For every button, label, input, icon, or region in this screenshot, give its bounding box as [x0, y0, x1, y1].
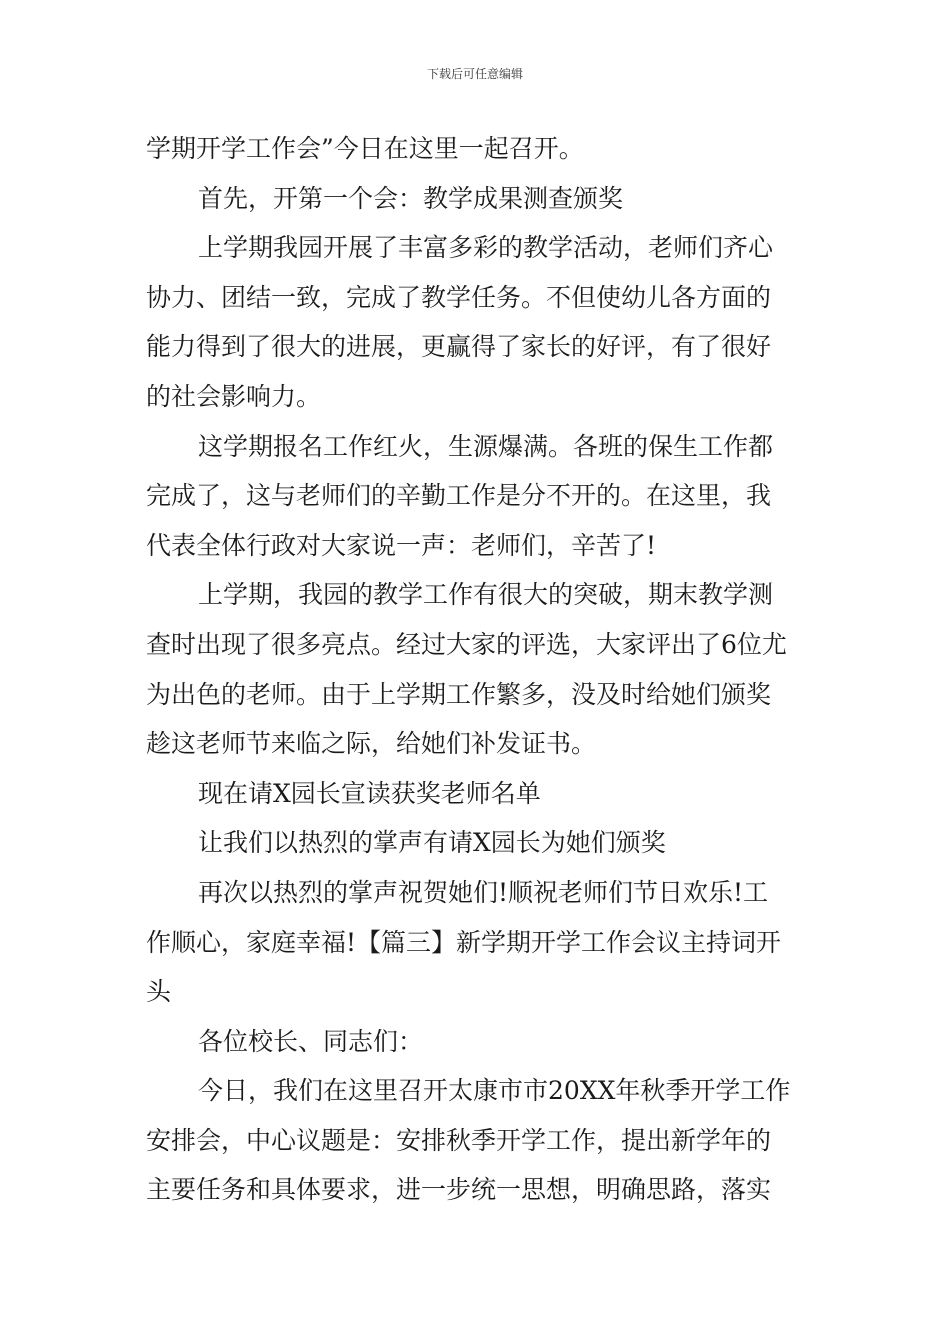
page-header: 下载后可任意编辑 — [426, 67, 523, 81]
text-line: 安排会，中心议题是：安排秋季开学工作，提出新学年的 — [146, 1125, 772, 1155]
text-line: 学期开学工作会”今日在这里一起召开。 — [146, 134, 584, 163]
text-line: 头 — [146, 977, 172, 1007]
text-line: 趁这老师节来临之际，给她们补发证书。 — [146, 729, 597, 759]
text-line: 为出色的老师。由于上学期工作繁多，没及时给她们颁奖 — [146, 679, 772, 709]
text-line: 上学期，我园的教学工作有很大的突破，期末教学测 — [198, 580, 774, 610]
text-line: 再次以热烈的掌声祝贺她们!顺祝老师们节日欢乐!工 — [198, 877, 769, 907]
text-line: 代表全体行政对大家说一声：老师们，辛苦了! — [146, 530, 657, 560]
text-line: 的社会影响力。 — [146, 381, 322, 411]
text-line: 今日，我们在这里召开太康市市20XX年秋季开学工作 — [198, 1076, 791, 1106]
text-line: 各位校长、同志们： — [198, 1026, 424, 1056]
text-line: 主要任务和具体要求，进一步统一思想，明确思路，落实 — [146, 1175, 772, 1205]
text-line: 协力、团结一致，完成了教学任务。不但使幼儿各方面的 — [146, 282, 772, 312]
text-line: 上学期我园开展了丰富多彩的教学活动，老师们齐心 — [198, 233, 774, 263]
text-line: 完成了，这与老师们的辛勤工作是分不开的。在这里，我 — [146, 481, 772, 511]
text-line: 能力得到了很大的进展，更赢得了家长的好评，有了很好 — [146, 332, 772, 362]
text-line: 查时出现了很多亮点。经过大家的评选，大家评出了6位尤 — [146, 629, 787, 659]
text-line: 首先，开第一个会：教学成果测查颁奖 — [198, 183, 624, 213]
document-body — [146, 124, 806, 1215]
text-line: 现在请X园长宣读获奖老师名单 — [198, 778, 541, 808]
text-line: 让我们以热烈的掌声有请X园长为她们颁奖 — [198, 828, 666, 858]
text-line: 这学期报名工作红火，生源爆满。各班的保生工作都 — [198, 431, 774, 461]
text-line: 作顺心，家庭幸福!【篇三】新学期开学工作会议主持词开 — [146, 927, 782, 957]
